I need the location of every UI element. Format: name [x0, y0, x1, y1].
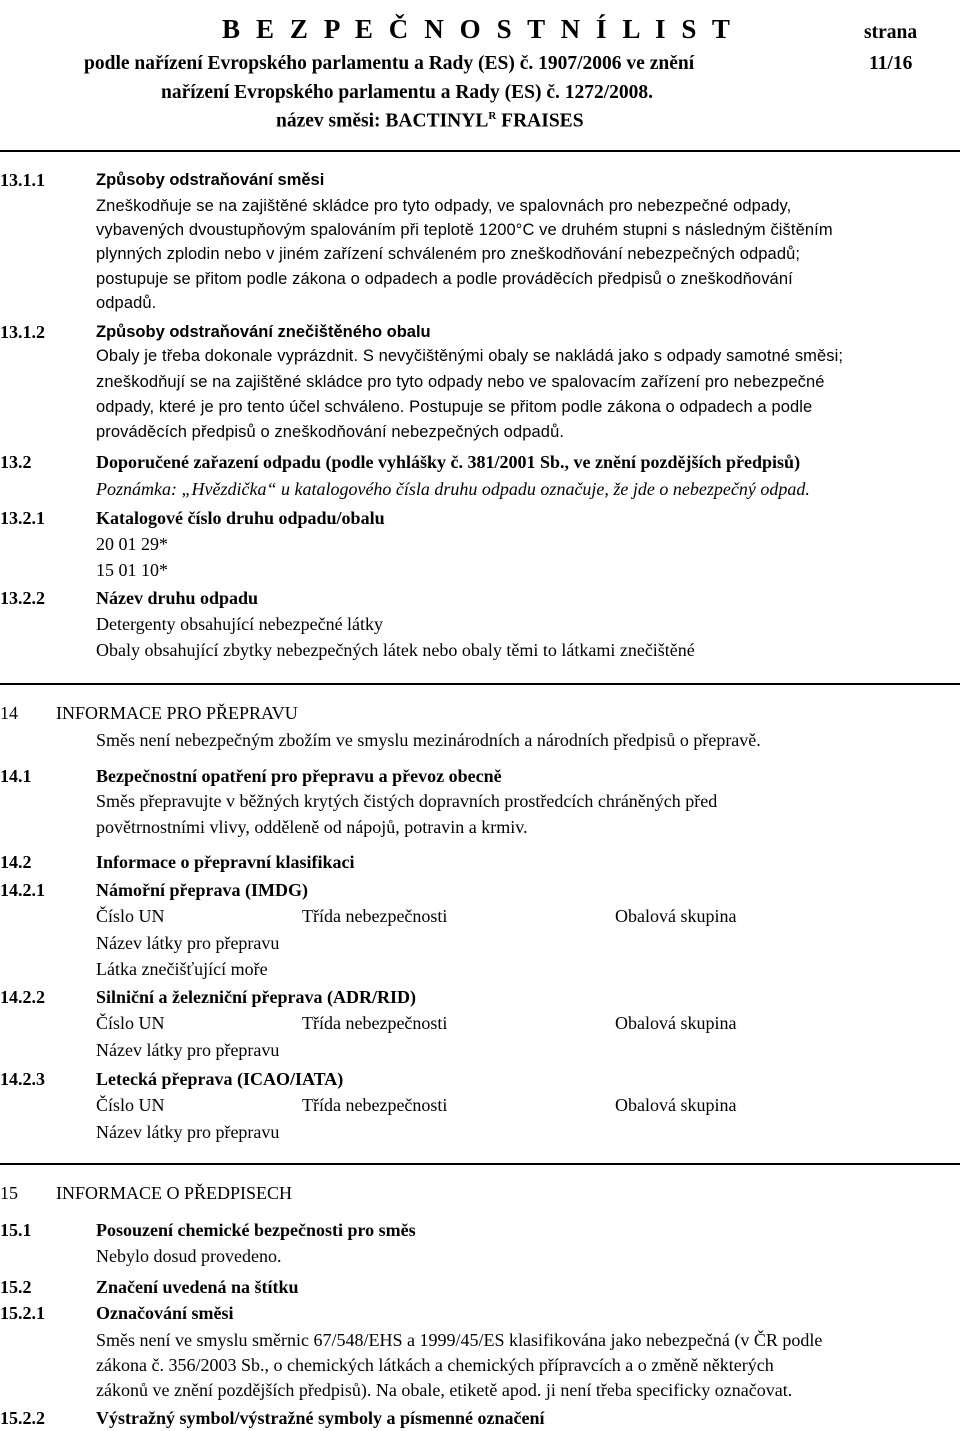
- disposal-text-line: Zneškodňuje se na zajištěné skládce pro tyto odpady, ve spalovnách pro nebezpečné odpady,: [96, 197, 792, 215]
- disposal-text-line: postupuje se přitom podle zákona o odpadech a podle prováděcích předpisů o zneškodňování: [96, 270, 793, 288]
- section-divider-15: [0, 1163, 960, 1165]
- section-title-14-2-3: Letecká přeprava (ICAO/IATA): [96, 1069, 344, 1089]
- section-number-13-2-1: 13.2.1: [0, 508, 45, 528]
- document-title: B E Z P E Č N O S T N Í L I S T: [222, 14, 735, 44]
- section-title-13-2-2: Název druhu odpadu: [96, 588, 259, 608]
- section-title-13-1-2: Způsoby odstraňování znečištěného obalu: [96, 323, 431, 341]
- safety-assessment-text: Nebylo dosud provedeno.: [96, 1246, 282, 1266]
- registered-mark: R: [488, 110, 497, 122]
- section-title-14-1: Bezpečnostní opatření pro přepravu a převoz obecně: [96, 766, 502, 786]
- section-title-13-1-1: Způsoby odstraňování směsi: [96, 171, 325, 189]
- packing-group-label: Obalová skupina: [615, 1013, 737, 1033]
- packaging-text-line: zneškodňují se na zajištěné skládce pro tyto odpady nebo ve spalovacím zařízení pro nebezpečné: [96, 373, 825, 391]
- section-title-15-2-2: Výstražný symbol/výstražné symboly a písmenné označení: [96, 1408, 545, 1428]
- labelling-text-line: zákona č. 356/2003 Sb., o chemických látkách a chemických přípravcích a o změně některých: [96, 1355, 774, 1375]
- section-title-15-2: Značení uvedená na štítku: [96, 1277, 299, 1297]
- transport-statement: Směs není nebezpečným zbožím ve smyslu mezinárodních a národních předpisů o přepravě.: [96, 730, 761, 750]
- packaging-text-line: odpady, které je pro tento účel schváleno. Postupuje se přitom podle zákona o odpadech a podle: [96, 398, 813, 416]
- hazard-class-label: Třída nebezpečnosti: [302, 1095, 448, 1115]
- transport-precaution-line: povětrnostními vlivy, odděleně od nápojů, potravin a krmiv.: [96, 817, 528, 837]
- un-number-label: Číslo UN: [96, 1095, 165, 1115]
- section-number-13-2-2: 13.2.2: [0, 588, 45, 608]
- shipping-name-label: Název látky pro přepravu: [96, 1040, 280, 1060]
- section-title-13-2: Doporučené zařazení odpadu (podle vyhlášky č. 381/2001 Sb., ve znění pozdějších předpisů): [96, 452, 801, 472]
- labelling-text-line: zákonů ve znění pozdějších předpisů). Na obale, etiketě apod. ji není třeba specificky označovat.: [96, 1380, 793, 1400]
- waste-code: 20 01 29*: [96, 534, 168, 554]
- section-number-14-2-1: 14.2.1: [0, 880, 45, 900]
- packing-group-label: Obalová skupina: [615, 906, 737, 926]
- page-number: 11/16: [869, 53, 913, 74]
- section-title-14-2: Informace o přepravní klasifikaci: [96, 852, 355, 872]
- section-number-13-1-2: 13.1.2: [0, 322, 45, 342]
- packing-group-label: Obalová skupina: [615, 1095, 737, 1115]
- waste-type-line: Obaly obsahující zbytky nebezpečných látek nebo obaly těmi to látkami znečištěné: [96, 640, 695, 660]
- disposal-text-line: plynných zplodin nebo v jiném zařízení schváleném pro zneškodňování nebezpečných odpadů;: [96, 245, 801, 263]
- section-number-15-2-2: 15.2.2: [0, 1408, 45, 1428]
- labelling-text-line: Směs není ve smyslu směrnic 67/548/EHS a 1999/45/ES klasifikována jako nebezpečná (v ČR podle: [96, 1330, 823, 1350]
- packaging-text-line: prováděcích předpisů o zneškodňování nebezpečných odpadů.: [96, 423, 565, 441]
- regulation-line-1: podle nařízení Evropského parlamentu a Rady (ES) č. 1907/2006 ve znění: [84, 53, 695, 74]
- transport-precaution-line: Směs přepravujte v běžných krytých čistých dopravních prostředcích chráněných před: [96, 791, 718, 811]
- section-number-15: 15: [0, 1183, 18, 1203]
- un-number-label: Číslo UN: [96, 906, 165, 926]
- mixture-name: název směsi: $BACTINYL^R$ FRAISES: [276, 110, 584, 132]
- shipping-name-label: Název látky pro přepravu: [96, 933, 280, 953]
- regulation-line-2: nařízení Evropského parlamentu a Rady (ES) č. 1272/2008.: [161, 82, 654, 103]
- page-label: strana: [864, 22, 918, 43]
- waste-note: Poznámka: „Hvězdička“ u katalogového čísla druhu odpadu označuje, že jde o nebezpečný odpad.: [96, 479, 810, 499]
- section-number-14-2: 14.2: [0, 852, 32, 872]
- un-number-label: Číslo UN: [96, 1013, 165, 1033]
- section-title-14-2-1: Námořní přeprava (IMDG): [96, 880, 308, 900]
- section-number-14-2-3: 14.2.3: [0, 1069, 45, 1089]
- packaging-text-line: Obaly je třeba dokonale vyprázdnit. S nevyčištěnými obaly se nakládá jako s odpady samotné směsi;: [96, 347, 844, 365]
- section-title-13-2-1: Katalogové číslo druhu odpadu/obalu: [96, 508, 385, 528]
- section-title-15-2-1: Označování směsi: [96, 1303, 234, 1323]
- waste-code: 15 01 10*: [96, 560, 168, 580]
- disposal-text-line: vybavených dvoustupňovým spalováním při teplotě 1200°C ve druhém stupni s následným čištěním: [96, 221, 833, 239]
- marine-pollutant-label: Látka znečišťující moře: [96, 959, 268, 979]
- section-number-14-2-2: 14.2.2: [0, 987, 45, 1007]
- section-number-14: 14: [0, 703, 18, 723]
- section-number-15-2: 15.2: [0, 1277, 32, 1297]
- section-title-15-1: Posouzení chemické bezpečnosti pro směs: [96, 1220, 416, 1240]
- disposal-text-line: odpadů.: [96, 294, 157, 312]
- section-divider-14: [0, 683, 960, 685]
- section-number-13-2: 13.2: [0, 452, 32, 472]
- section-number-15-2-1: 15.2.1: [0, 1303, 45, 1323]
- header-divider: [0, 150, 960, 152]
- section-number-15-1: 15.1: [0, 1220, 32, 1240]
- hazard-class-label: Třída nebezpečnosti: [302, 1013, 448, 1033]
- section-number-13-1-1: 13.1.1: [0, 170, 45, 190]
- section-title-14-2-2: Silniční a železniční přeprava (ADR/RID): [96, 987, 416, 1007]
- section-title-14: INFORMACE PRO PŘEPRAVU: [56, 703, 298, 723]
- section-number-14-1: 14.1: [0, 766, 32, 786]
- hazard-class-label: Třída nebezpečnosti: [302, 906, 448, 926]
- waste-type-line: Detergenty obsahující nebezpečné látky: [96, 614, 384, 634]
- shipping-name-label: Název látky pro přepravu: [96, 1122, 280, 1142]
- section-title-15: INFORMACE O PŘEDPISECH: [56, 1183, 293, 1203]
